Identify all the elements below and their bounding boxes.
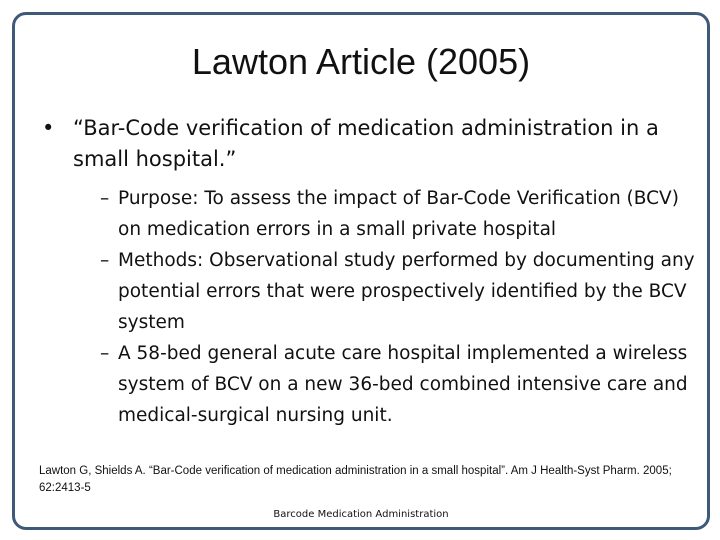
slide [12,12,710,530]
sub-bullet-purpose [100,183,700,245]
slide-title: Lawton Article (2005) [191,41,531,82]
dash-marker: – [100,188,110,209]
dash-marker: – [100,250,110,271]
bullet-marker: • [42,116,55,140]
slide-footer: Barcode Medication Administration [273,509,449,520]
reference-citation: Lawton G, Shields A. “Bar-Code verification of medication administration in a small hospital”. Am J Health-Syst Pharm. 2005; 62:2413-5 [39,465,672,494]
sub-bullet-list [100,183,700,431]
sub-bullet-setting [100,338,700,431]
sub-bullet-text: A 58-bed general acute care hospital implemented a wireless system of BCV on a new 36-bed combined intensive care and medical-surgical nursing unit. [118,343,688,426]
sub-bullet-methods [100,245,700,338]
sub-bullet-text: Methods: Observational study performed by documenting any potential errors that were prospectively identified by the BCV system [118,250,695,333]
dash-marker: – [100,343,110,364]
main-bullet-text: “Bar-Code verification of medication administration in a small hospital.” [73,116,659,171]
sub-bullet-text: Purpose: To assess the impact of Bar-Code Verification (BCV) on medication errors in a small private hospital [118,188,679,240]
main-bullet [42,113,682,175]
